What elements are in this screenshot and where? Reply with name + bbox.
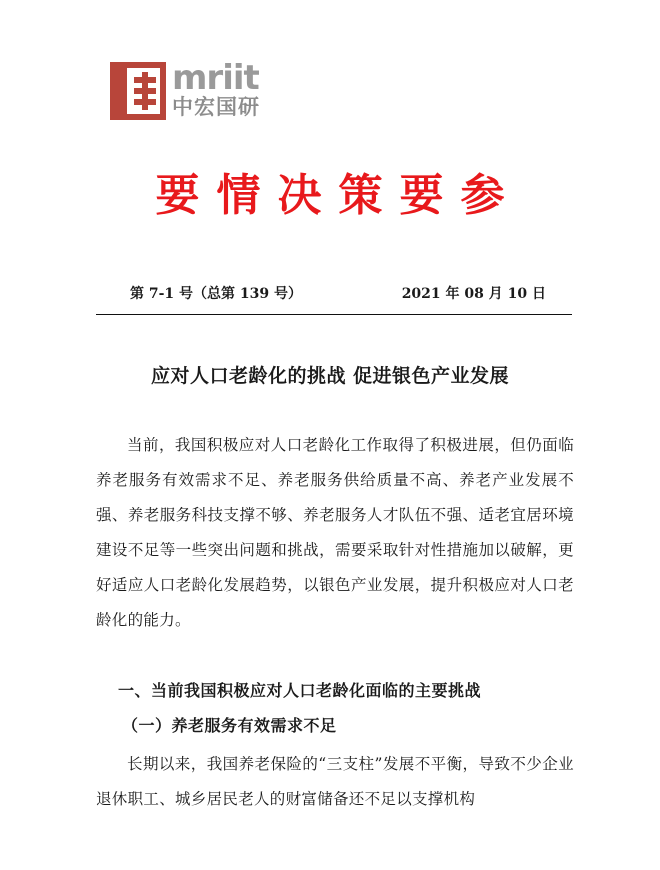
issue-number: 第 7-1 号（总第 139 号） <box>130 286 303 302</box>
header-divider <box>96 314 572 315</box>
logo-mark-icon <box>110 62 166 120</box>
intro-paragraph: 当前，我国积极应对人口老龄化工作取得了积极进展，但仍面临养老服务有效需求不足、养老服务供给质量不高、养老产业发展不强、养老服务科技支撑不够、养老服务人才队伍不强、适老宜居环境建设不足等一些突出问题和挑战，需要采取针对性措施加以破解，更好适应人口老龄化发展趋势，以银色产业发展，提升积极应对人口老龄化的能力。 <box>96 436 574 629</box>
mriit-logo <box>110 58 260 120</box>
subsection-heading: （一）养老服务有效需求不足 <box>122 716 337 735</box>
section-heading: 一、当前我国积极应对人口老龄化面临的主要挑战 <box>118 681 482 700</box>
logo-latin-text: mriit <box>172 58 259 98</box>
logo-chinese-text: 中宏国研 <box>172 95 260 119</box>
masthead-title: 要情决策要参 <box>155 170 522 221</box>
document-title: 应对人口老龄化的挑战 促进银色产业发展 <box>150 365 510 387</box>
body-paragraph: 长期以来，我国养老保险的“三支柱”发展不平衡，导致不少企业退休职工、城乡居民老人的财富储备还不足以支撑机构 <box>96 755 574 808</box>
issue-info <box>130 283 546 307</box>
issue-date: 2021 年 08 月 10 日 <box>401 286 546 302</box>
